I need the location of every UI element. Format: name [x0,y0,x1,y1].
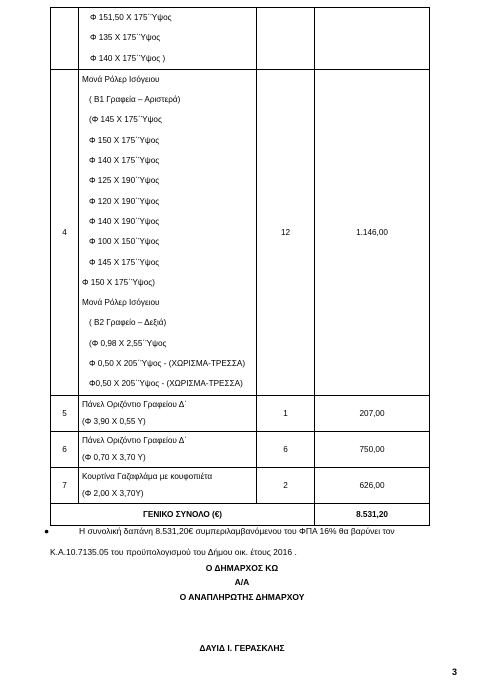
description-cell [79,467,257,503]
quantity-cell: 6 [257,431,315,467]
description-line: Κουρτίνα Γαζαφλάμα με κουφοπιέτα [82,471,213,481]
signature-role: Ο ΑΝΑΠΛΗΡΩΤΗΣ ΔΗΜΑΡΧΟΥ [179,592,305,602]
page-number: 3 [452,667,458,677]
description-line: Φ 140 Χ 175΄Ύψος [89,156,160,166]
bullet-icon: ● [44,526,50,536]
description-line: Φ 0,50 Χ 205΄Ύψος - (ΧΩΡΙΣΜΑ-ΤΡΕΣΣΑ) [89,359,246,369]
description-line: Φ 140 Χ 175΄Ύψος ) [90,53,166,63]
table-row-continued [51,8,430,70]
description-line: Φ 135 Χ 175΄Ύψος [90,33,161,43]
price-cell: 626,00 [315,467,430,503]
items-table [50,7,430,526]
signature-aa: Α/Α [234,577,250,587]
description-cell [79,431,257,467]
description-line: Πάνελ Οριζόντιο Γραφείου Δ΄ [82,435,187,445]
total-label: ΓΕΝΙΚΟ ΣΥΝΟΛΟ (€) [51,503,315,525]
note-line-1: Η συνολική δαπάνη 8.531,20€ συμπεριλαμβανόμενου του ΦΠΑ 16% θα βαρύνει τον [79,526,395,536]
quantity-cell: 12 [257,69,315,395]
quantity-cell: 1 [257,395,315,431]
price-cell [315,8,430,70]
table-row-4 [51,69,430,395]
description-line: Φ 125 Χ 190΄Ύψος [89,176,160,186]
price-cell: 207,00 [315,395,430,431]
description-line: Μονά Ρόλερ Ισόγειου [82,74,160,84]
signature-title: Ο ΔΗΜΑΡΧΟΣ ΚΩ [205,563,279,573]
description-line: (Φ 145 Χ 175΄Ύψος [89,115,162,125]
description-line: (Φ 0,98 Χ 2,55΄Ύψος [89,338,167,348]
description-line: (Φ 3,90 Χ 0,55 Υ) [82,417,146,427]
description-cell [79,69,257,395]
description-cell [79,395,257,431]
row-number-cell: 6 [51,431,79,467]
row-number-cell: 5 [51,395,79,431]
signature-name: ΔΑΥΙΔ Ι. ΓΕΡΑΣΚΛΗΣ [199,643,285,653]
description-line: Φ 100 Χ 150΄Ύψος [89,237,160,247]
description-cell [79,8,257,70]
table-row-5 [51,395,430,431]
description-line: ( Β1 Γραφεία – Αριστερά) [89,95,181,105]
price-cell: 1.146,00 [315,69,430,395]
quantity-cell [257,8,315,70]
total-value: 8.531,20 [315,503,430,525]
table-row-6 [51,431,430,467]
quantity-cell: 2 [257,467,315,503]
table-row-7 [51,467,430,503]
description-line: Φ0,50 Χ 205΄Ύψος - (ΧΩΡΙΣΜΑ-ΤΡΕΣΣΑ) [89,379,243,389]
description-line: (Φ 2,00 Χ 3,70Υ) [82,489,144,499]
description-line: (Φ 0,70 Χ 3,70 Υ) [82,453,146,463]
description-line: ( Β2 Γραφείο – Δεξιά) [89,318,167,328]
description-line: Φ 150 Χ 175΄Ύψος) [82,277,155,287]
row-number-cell: 4 [51,69,79,395]
row-number-cell [51,8,79,70]
price-cell: 750,00 [315,431,430,467]
description-line: Πάνελ Οριζόντιο Γραφείου Δ΄ [82,399,187,409]
description-line: Φ 151,50 Χ 175΄Ύψος [90,13,172,22]
description-line: Μονά Ρόλερ Ισόγειου [82,298,160,308]
description-line: Φ 145 Χ 175΄Ύψος [89,257,160,267]
description-line: Φ 120 Χ 190΄Ύψος [89,196,160,206]
row-number-cell: 7 [51,467,79,503]
description-line: Φ 140 Χ 190΄Ύψος [89,216,160,226]
description-line: Φ 150 Χ 175΄Ύψος [89,135,160,145]
note-line-2: Κ.Α.10.7135.05 του προϋπολογισμού του Δήμου οικ. έτους 2016 . [50,547,297,557]
